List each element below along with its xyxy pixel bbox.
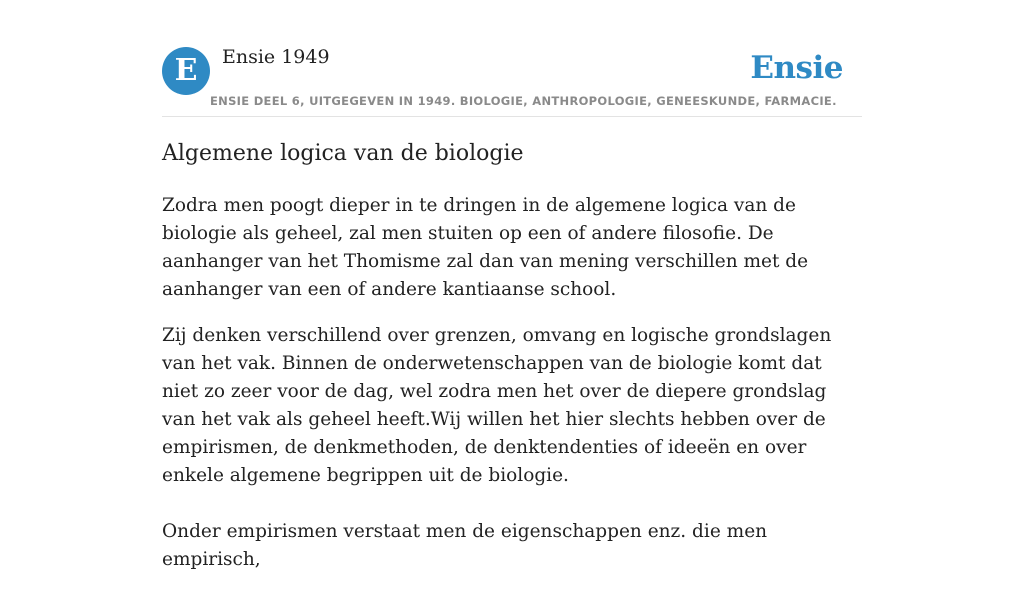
article-paragraph: Onder empirismen verstaat men de eigenschappen enz. die men empirisch, <box>162 521 768 570</box>
page-container <box>162 0 862 570</box>
header <box>162 0 862 117</box>
article-body <box>162 192 862 592</box>
source-subtitle: ENSIE DEEL 6, UITGEGEVEN IN 1949. BIOLOGIE, ANTHROPOLOGIE, GENEESKUNDE, FARMACIE. <box>210 94 837 108</box>
article-paragraph: Zodra men poogt dieper in te dringen in de algemene logica van de biologie als geheel, zal men stuiten op een of andere filosofie. De aanhanger van het Thomisme zal dan van mening verschillen met de aanhanger van een of andere kantiaanse school. <box>162 195 809 300</box>
brand-logo[interactable]: Ensie <box>750 50 843 86</box>
source-title[interactable]: Ensie 1949 <box>222 46 330 68</box>
article-paragraph: Zij denken verschillend over grenzen, omvang en logische grondslagen van het vak. Binnen de onderwetenschappen van de biologie komt dat niet zo zeer voor de dag, wel zodra men het over de diepere grondslag van het vak als geheel heeft.Wij willen het hier slechts hebben over de empirismen, de denkmethoden, de denktendenties of ideeën en over enkele algemene begrippen uit de biologie. <box>162 325 832 486</box>
source-logo[interactable]: E <box>162 47 210 95</box>
article-title: Algemene logica van de biologie <box>162 141 524 166</box>
